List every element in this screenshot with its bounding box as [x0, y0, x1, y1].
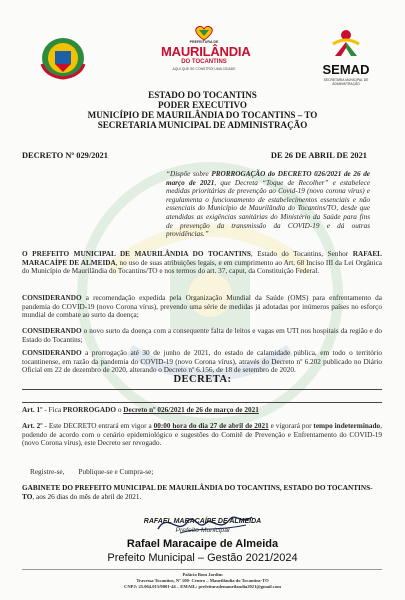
heading-line: MUNICÍPIO DE MAURILÂNDIA DO TOCANTINS – TO: [87, 110, 318, 120]
article-2: [22, 422, 382, 448]
article-label: Art. 2º: [22, 422, 43, 430]
signature-stamp-term: Prefeito Municipal – Gestão 2021/2024: [107, 552, 298, 564]
heading-line: ESTADO DO TOCANTINS: [148, 90, 257, 100]
article-1: [22, 406, 382, 415]
footer-line: CNPJ: 25.064.015/0001-44 – EMAIL: prefeiturademaurilandia2021@gmail.com: [124, 584, 281, 589]
ementa: [166, 170, 370, 239]
footer-line: Travessa Tocantins, Nº 100- Centro – Maurilândia do Tocantins-TO: [136, 578, 269, 583]
decree-number: DECRETO Nº 029/2021: [22, 151, 108, 160]
decree-date: DE 26 DE ABRIL DE 2021: [270, 151, 367, 160]
considerando-label: CONSIDERANDO: [22, 327, 82, 335]
considerando-label: CONSIDERANDO: [22, 294, 82, 302]
divider: [22, 402, 382, 403]
semad-logo: [311, 26, 381, 88]
brand-pre: PREFEITURA DE: [189, 40, 219, 44]
heart-logo-icon: [193, 25, 215, 41]
article-bold: PRORROGADO: [62, 406, 117, 414]
ementa-text: “Dispõe sobre: [166, 170, 212, 178]
signatory-role: Prefeito Municipal: [175, 527, 230, 534]
semad-title: SEMAD: [322, 62, 370, 77]
ementa-bold: PRORROGAÇÃO do DECRETO 026/2021 de 26 de março de 2021: [166, 170, 370, 187]
footer-line: Palácio Bom Jardim: [182, 572, 223, 577]
considerando-text: a recomendação expedida pela Organização Mundial da Saúde (OMS) para enfrentamento da pandemia do COVID-19 (novo Corona vírus), prevendo uma série de medidas já adotadas por inúmeros países no esforço mundial de combate ao surto da doença;: [22, 294, 382, 320]
prefeitura-logo: [161, 25, 251, 93]
footer-divider: [22, 569, 382, 570]
article-text: e vigorará por: [268, 422, 314, 430]
mayor-name: RAFAEL MARACAÍPE DE ALMEIDA: [22, 250, 382, 267]
heading-line: SECRETARIA MUNICIPAL DE ADMINISTRAÇÃO: [97, 120, 308, 130]
registre-line: [30, 468, 153, 476]
considerando-label: CONSIDERANDO: [22, 349, 82, 357]
article-label: Art. 1º: [22, 406, 43, 414]
article-text: - Fica: [42, 406, 63, 414]
preamble-text: , Estado do Tocantins, Senhor: [250, 250, 353, 258]
signature-stamp-name: Rafael Maracaipe de Almeida: [126, 538, 279, 550]
registre-text: Publique-se e Cumpra-se;: [78, 468, 154, 476]
article-text: , podendo de acordo com o cenário epidemiológico e sugestões do Comitê de Prevenção e Enfrentamento do COVID-19 (novo Corona vírus), este Decreto ser revogado.: [22, 422, 382, 448]
considerando-text: o novo surto da doença com a consequente falta de leitos e vagas em UTI nos hospitais da região e do Estado do Tocantins;: [22, 327, 382, 344]
gabinete-bold: GABINETE DO PREFEITO MUNICIPAL DE MAURILÂNDIA DO TOCANTINS, ESTADO DO TOCANTINS-TO: [22, 484, 373, 501]
article-text: o: [116, 406, 124, 414]
divider: [22, 389, 382, 390]
registre-text: Registre-se,: [30, 468, 65, 476]
decreta-heading: DECRETA:: [173, 374, 232, 385]
article-underlined: 00:00 hora do dia 27 de abril de 2021: [153, 422, 269, 430]
heading-line: PODER EXECUTIVO: [158, 100, 247, 110]
considerando-1: [22, 294, 382, 320]
preamble-text: , no uso de suas atribuições legais, e em cumprimento ao Art. 68 Inciso III da Lei Orgânica do Município de Maurilândia do Tocantins/TO e nos termos do art. 37, caput, da Constituição Federal.: [22, 258, 383, 276]
letterhead: [0, 22, 405, 88]
brand-subtitle: DO TOCANTINS: [181, 59, 227, 65]
ementa-text: , que Decreta “Toque de Recolher” e estabelece medidas prioritárias de prevenção ao Covid-19 (novo corona vírus) e regulamenta o funcionamento de estabelecimentos essenciais e não essenciais do Município de Maurilândia do Tocantins/TO, desde que atendidas as exigências sanitárias do Ministério da Saúde para fins de prevenção da transmissão da COVID-19 e dá outras providências.”: [166, 178, 370, 239]
semad-emblem-icon: [311, 26, 381, 62]
article-underlined: Decreto nº 026/2021 de 26 de março de 2021: [123, 406, 259, 414]
considerando-2: [22, 327, 382, 344]
semad-subtitle: SECRETARIA MUNICIPAL DE ADMINISTRAÇÃO: [323, 78, 369, 86]
considerando-text: a prorrogação até 30 de junho de 2021, do estado de calamidade pública, em todo o território tocantinense, em razão da pandemia do COVID-19 (novo Corona vírus), através do Decreto nº 6.202 publicado no Diário Oficial em 22 de dezembro de 2020, alterando o Decreto nº 6.156, de 18 de setembro de 2020.: [22, 349, 382, 375]
document-heading: [0, 90, 405, 130]
brand-slogan: AQUI QUE SE CONSTRÓI UMA CIDADE: [172, 67, 236, 71]
brand-title: MAURILÂNDIA: [161, 44, 251, 59]
gabinete: [22, 484, 382, 501]
considerando-3: [22, 349, 382, 375]
article-bold: tempo indeterminado: [313, 422, 381, 430]
gabinete-text: , aos 26 dias do mês de abril de 2021.: [32, 492, 142, 501]
signatory-name: RAFAEL MARACAÍPE DE ALMEIDA: [143, 518, 262, 525]
preamble-bold: O PREFEITO MUNICIPAL DE MAURILÂNDIA DO TOCANTINS: [22, 250, 251, 258]
municipal-crest-icon: [40, 34, 86, 80]
article-text: - Este DECRETO entrará em vigor a: [42, 422, 154, 430]
preamble: [22, 250, 382, 276]
